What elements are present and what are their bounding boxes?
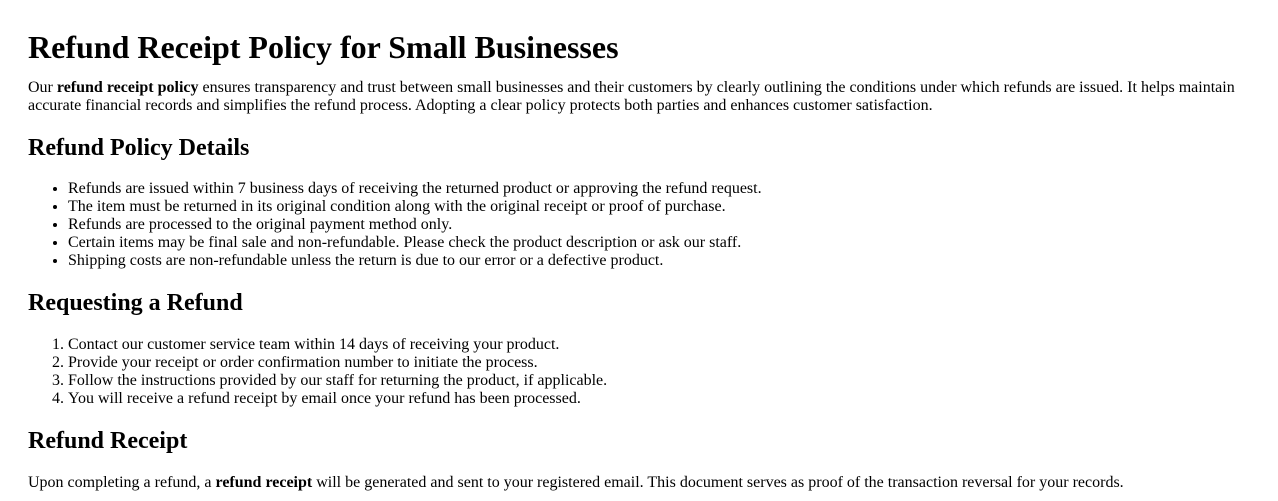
list-item: 4. You will receive a refund receipt by email once your refund has been processed. <box>68 390 1250 408</box>
receipt-text-before: Upon completing a refund, a <box>28 474 216 491</box>
list-item: • Refunds are processed to the original payment method only. <box>68 216 1250 234</box>
refund-steps-list <box>28 336 1250 408</box>
list-item: • Refunds are issued within 7 business days of receiving the returned product or approving the refund request. <box>68 180 1250 198</box>
list-item: • Certain items may be final sale and non-refundable. Please check the product description or ask our staff. <box>68 234 1250 252</box>
list-item: 1. Contact our customer service team within 14 days of receiving your product. <box>68 336 1250 354</box>
receipt-text-after: will be generated and sent to your registered email. This document serves as proof of the transaction reversal for your records. <box>312 474 1124 491</box>
policy-details-list <box>28 180 1250 270</box>
page-title: Refund Receipt Policy for Small Businesses <box>28 29 619 65</box>
intro-paragraph <box>28 79 1250 115</box>
receipt-paragraph <box>28 474 1250 492</box>
list-item: 3. Follow the instructions provided by our staff for returning the product, if applicable. <box>68 372 1250 390</box>
list-item: 2. Provide your receipt or order confirmation number to initiate the process. <box>68 354 1250 372</box>
list-item: • Shipping costs are non-refundable unless the return is due to our error or a defective product. <box>68 252 1250 270</box>
section-heading-details: Refund Policy Details <box>28 135 250 161</box>
receipt-bold-term: refund receipt <box>215 474 313 491</box>
section-heading-request: Requesting a Refund <box>28 290 243 316</box>
intro-bold-term: refund receipt policy <box>56 79 199 96</box>
intro-text-before: Our <box>28 79 57 96</box>
section-heading-receipt: Refund Receipt <box>28 428 188 454</box>
list-item: • The item must be returned in its original condition along with the original receipt or proof of purchase. <box>68 198 1250 216</box>
intro-text-after: ensures transparency and trust between small businesses and their customers by clearly outlining the conditions under which refunds are issued. It helps maintain accurate financial records and simplifies the refund process. Adopting a clear policy protects both parties and enhances customer satisfaction. <box>28 79 1235 114</box>
